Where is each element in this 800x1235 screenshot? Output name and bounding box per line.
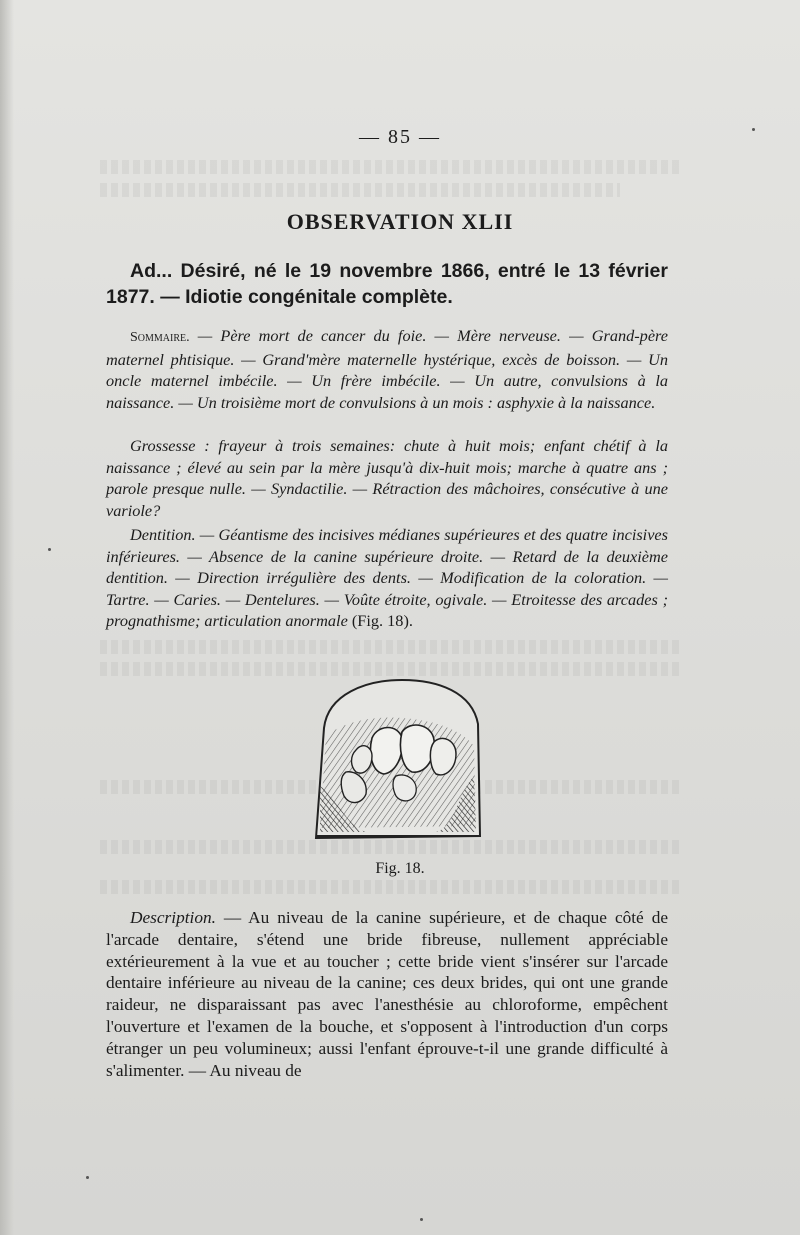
- paper-speck: [752, 128, 755, 131]
- figure-caption: Fig. 18.: [375, 860, 425, 877]
- summary-text: — Père mort de cancer du foie. — Mère nerveuse. — Grand-père maternel phtisique. — Grand'mère maternelle hystérique, excès de boisson. — Un oncle maternel imbécile. — Un frère imbécile. — Un autre, convulsions à la naissance. — Un troisième mort de convulsions à un mois : asphyxie à la naissance.: [106, 326, 668, 412]
- bleed-through: [100, 640, 680, 654]
- page-edge-shadow: [0, 0, 14, 1235]
- summary-paragraph: [106, 325, 668, 413]
- paper-speck: [86, 1176, 89, 1179]
- bleed-through: [100, 880, 680, 894]
- summary-label: Sommaire.: [130, 330, 190, 345]
- patient-heading: Ad... Désiré, né le 19 novembre 1866, entré le 13 février 1877. — Idiotie congénitale complète.: [106, 260, 668, 308]
- figure-reference: (Fig. 18).: [351, 611, 413, 630]
- paper-speck: [420, 1218, 423, 1221]
- description-text: — Au niveau de la canine supérieure, et de chaque côté de l'arcade dentaire, s'étend une bride fibreuse, nullement appréciable extérieurement à la vue et au toucher ; cette bride vient s'insérer sur l'arcade dentaire inférieure au niveau de la canine; ces deux brides, qui ont une grande raideur, ne disparaissant pas avec l'anesthésie au chloroforme, empêchent l'ouverture et l'examen de la bouche, et s'opposent à l'introduction d'un corps étranger un peu volumineux; aussi l'enfant éprouve-t-il une grande difficulté à s'alimenter. — Au niveau de: [106, 908, 668, 1080]
- description-label: Description.: [130, 908, 216, 927]
- description-paragraph: [106, 907, 668, 1081]
- dentition-text: Dentition. — Géantisme des incisives médianes supérieures et des quatre incisives inférieures. — Absence de la canine supérieure droite. — Retard de la deuxième dentition. — Direction irrégulière des dents. — Modification de la coloration. — Tartre. — Caries. — Dentelures. — Voûte étroite, ogivale. — Etroitesse des arcades ; prognathisme; articulation anormale: [106, 525, 668, 630]
- dental-cast-illustration: [306, 676, 486, 844]
- pregnancy-paragraph: Grossesse : frayeur à trois semaines: chute à huit mois; enfant chétif à la naissance ; élevé au sein par la mère jusqu'à dix-huit mois; marche à quatre ans ; parole presque nulle. — Syndactilie. — Rétraction des mâchoires, consécutive à une variole?: [106, 436, 668, 520]
- paper-speck: [48, 548, 51, 551]
- bleed-through: [100, 183, 620, 197]
- page-number: — 85 —: [359, 126, 441, 148]
- bleed-through: [100, 160, 680, 174]
- bleed-through: [100, 662, 680, 676]
- observation-title: OBSERVATION XLII: [286, 209, 514, 234]
- dentition-paragraph: [106, 524, 668, 632]
